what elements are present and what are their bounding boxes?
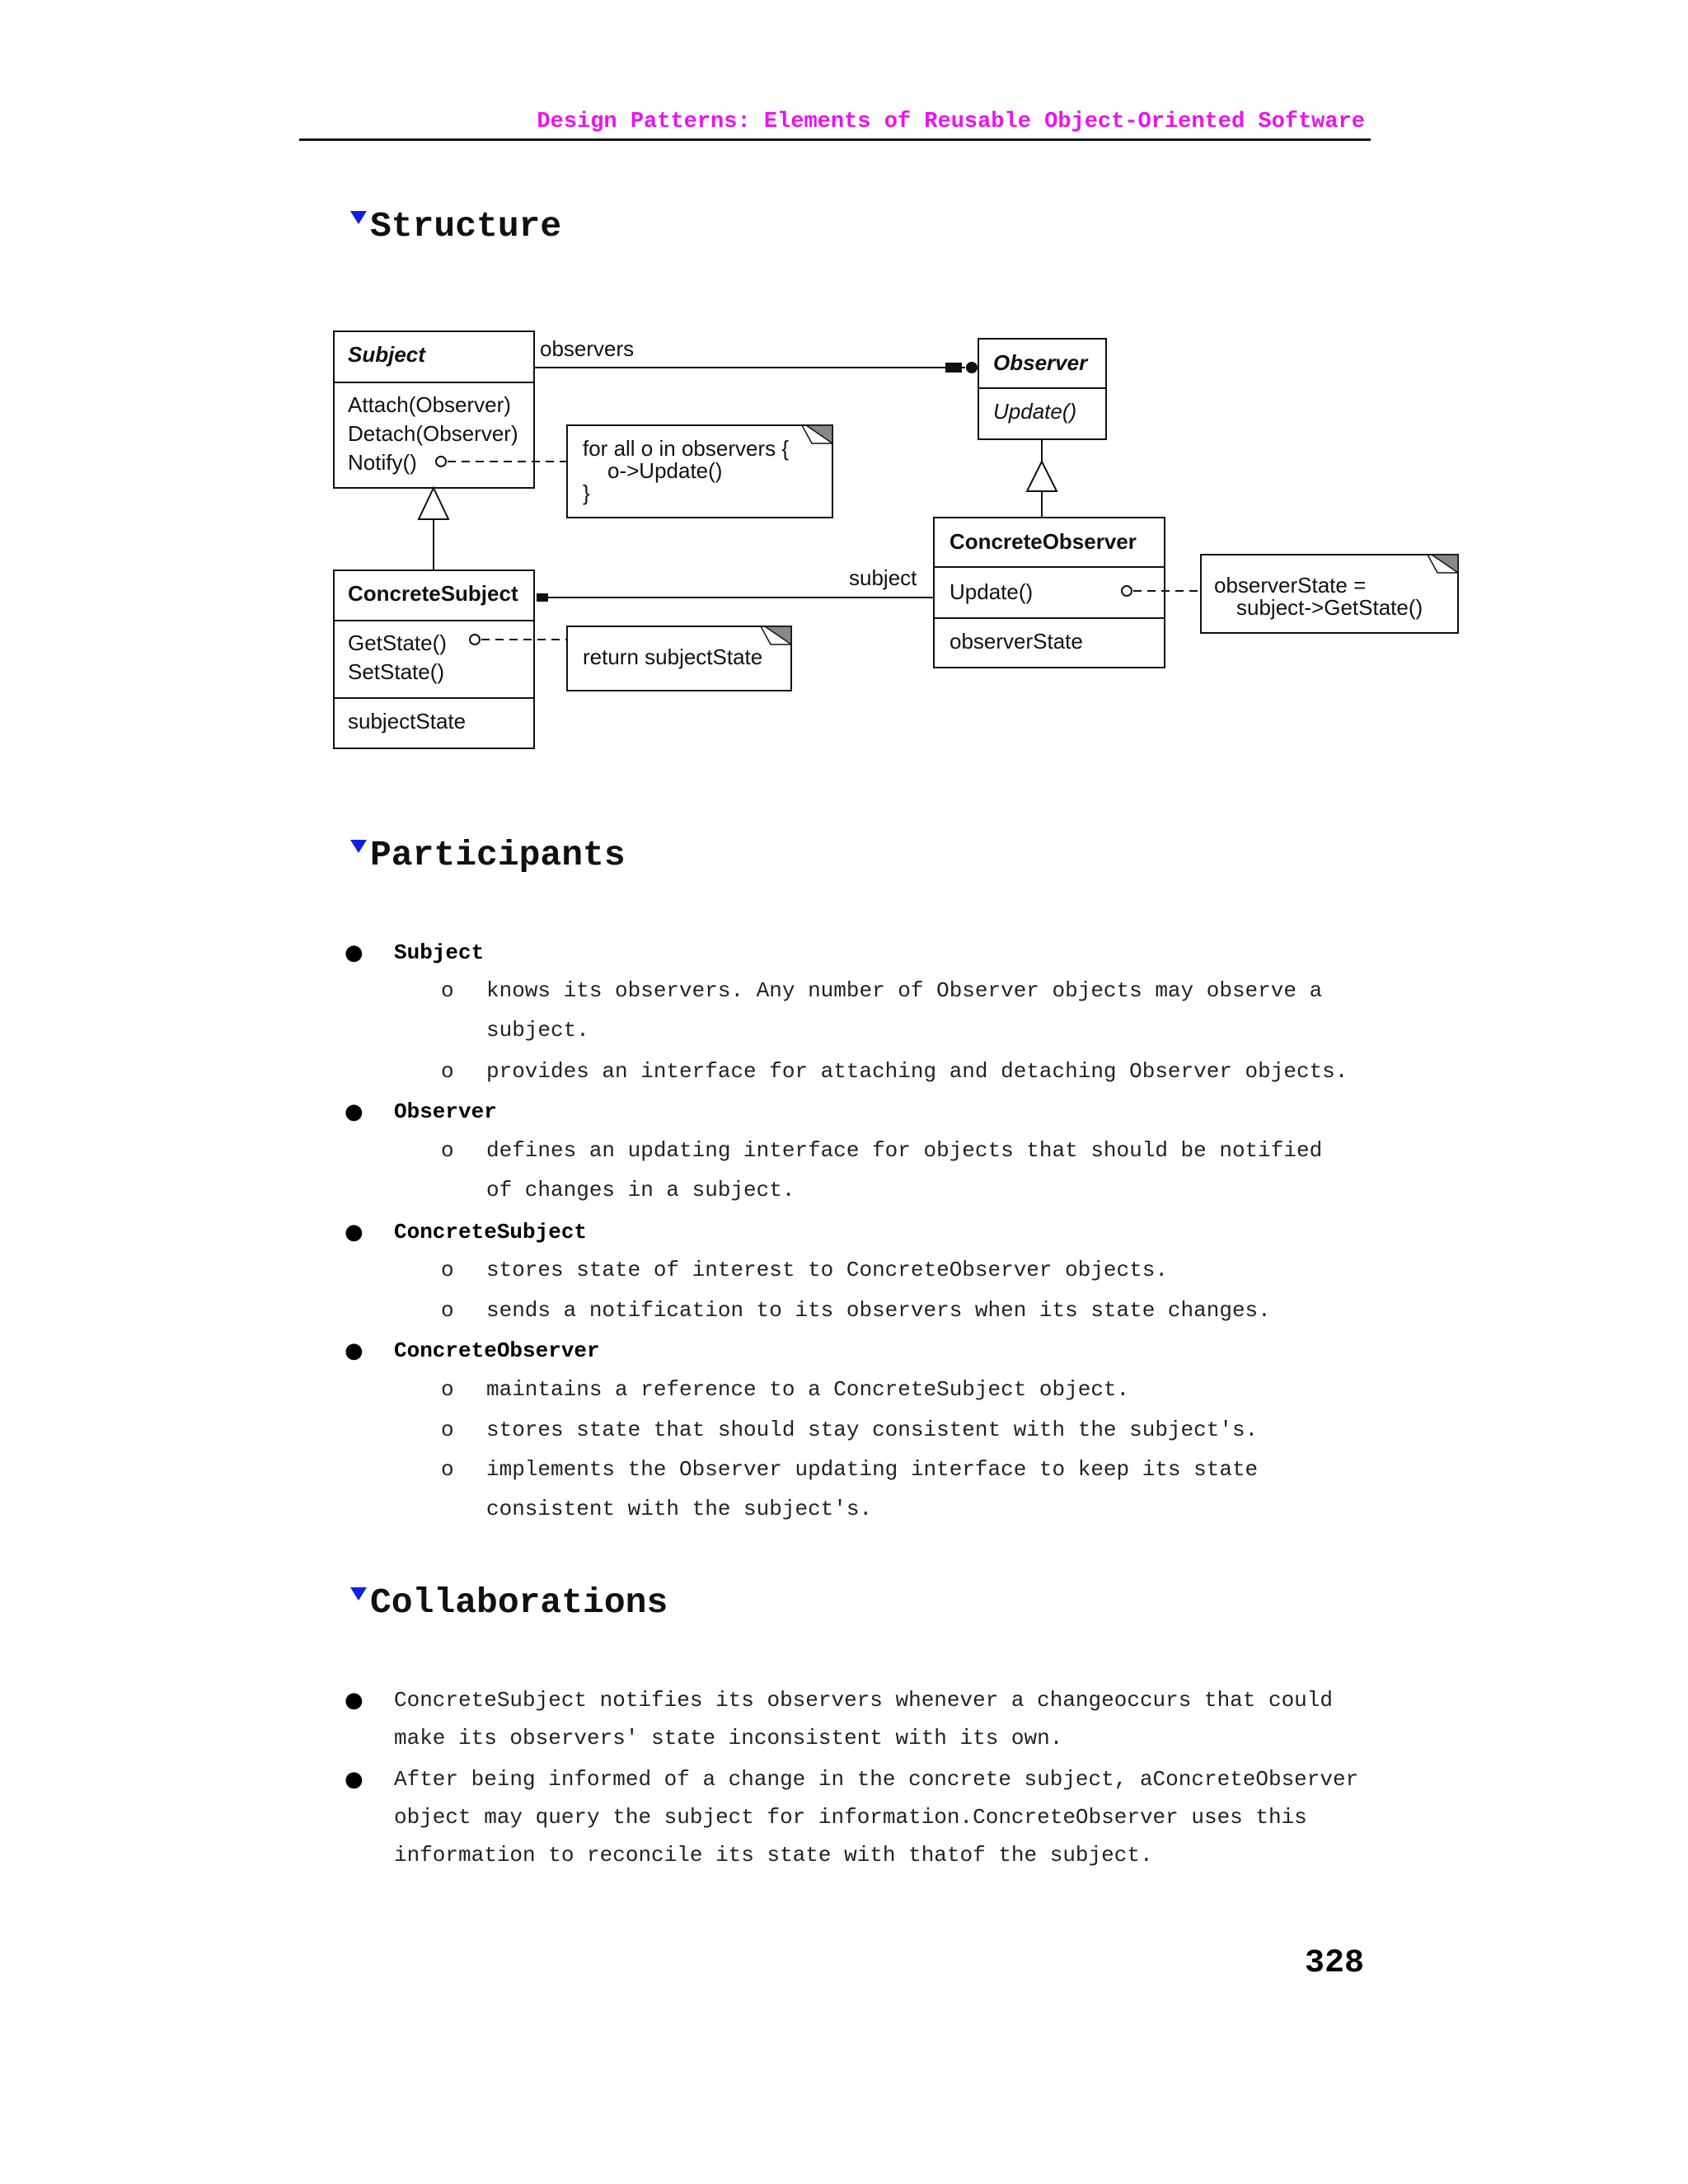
operation: GetState() [348,630,447,655]
class-name: ConcreteSubject [348,581,518,606]
note-update [1122,555,1458,633]
participant-concrete-subject [345,1212,1367,1252]
attribute: subjectState [348,709,467,733]
triangle-bullet-icon [350,840,367,853]
operation: SetState() [348,659,445,684]
class-name: ConcreteObserver [950,529,1137,554]
line: implements the Observer updating interface to keep its state [486,1457,1259,1482]
operation: Update() [950,579,1034,604]
line: stores state that should stay consistent with the subject's. [486,1418,1259,1442]
collaboration-item [345,1760,1367,1874]
list-item [441,1131,1368,1210]
list-item [441,1250,1368,1290]
line: make its observers' state inconsistent with its own. [394,1726,1063,1750]
inheritance-subject [419,488,448,570]
line: information to reconcile its state with thatof the subject. [394,1843,1153,1868]
note-line: return subjectState [583,644,763,669]
list-item [441,1450,1368,1529]
line: knows its observers. Any number of Observer objects may observe a [486,978,1323,1003]
line: stores state of interest to ConcreteObserver objects. [486,1258,1168,1282]
section-title: Participants [370,835,626,875]
collaboration-item [345,1681,1367,1757]
circle-bullet-icon: o [441,1418,454,1442]
bullet-icon: ● [345,1220,363,1244]
list-item [441,971,1368,1050]
bullet-icon: ● [345,1767,363,1792]
circle-bullet-icon: o [441,1377,454,1402]
line: After being informed of a change in the concrete subject, aConcreteObserver [394,1767,1359,1792]
line: maintains a reference to a ConcreteSubject object. [486,1377,1130,1402]
triangle-bullet-icon [350,1587,367,1601]
operation: Detach(Observer) [348,421,518,446]
structure-diagram [326,321,1471,758]
class-name: Subject [348,342,425,367]
operation: Update() [993,399,1077,424]
class-name: Observer [993,350,1088,375]
participant-subject [345,933,1367,972]
association-observers [534,336,978,373]
line: defines an updating interface for objects that should be notified [486,1138,1323,1163]
bullet-icon: ● [345,1688,363,1713]
list-item [441,1291,1368,1330]
bullet-icon: ● [345,1338,363,1363]
association-label: subject [849,565,917,590]
line: subject. [486,1018,589,1043]
note-line: subject->GetState() [1236,595,1423,620]
note-line: for all o in observers { [583,436,790,461]
bullet-icon: ● [345,940,363,965]
association-subject [537,565,934,602]
page-number: 328 [1304,1945,1364,1982]
participant-name: Subject [394,940,485,965]
note-line: } [583,480,590,505]
class-concrete-subject [334,570,534,748]
line: sends a notification to its observers when its state changes. [486,1298,1271,1323]
operation: Attach(Observer) [348,392,511,417]
bullet-icon: ● [345,1099,363,1124]
participant-name: ConcreteObserver [394,1338,600,1363]
operation: Notify() [348,450,417,475]
class-observer [978,339,1106,439]
circle-bullet-icon: o [441,1258,454,1282]
list-item [441,1410,1368,1450]
class-subject [334,331,534,488]
line: consistent with the subject's. [486,1497,873,1521]
line: provides an interface for attaching and detaching Observer objects. [486,1059,1348,1084]
section-heading-collaborations [350,1582,668,1623]
list-item [441,1370,1368,1409]
participant-name: Observer [394,1099,497,1124]
line: object may query the subject for information.ConcreteObserver uses this [394,1805,1307,1830]
participant-concrete-observer [345,1331,1367,1371]
circle-bullet-icon: o [441,1059,454,1084]
participant-observer [345,1092,1367,1132]
header-rule [299,138,1371,141]
list-item [441,1052,1368,1091]
association-label: observers [540,336,635,361]
circle-bullet-icon: o [441,978,454,1003]
section-heading-structure [350,206,561,246]
line: ConcreteSubject notifies its observers whenever a changeoccurs that could [394,1688,1333,1713]
attribute: observerState [950,629,1083,654]
inheritance-observer [1027,439,1057,518]
circle-bullet-icon: o [441,1298,454,1323]
section-title: Collaborations [370,1582,668,1623]
section-heading-participants [350,835,626,875]
section-title: Structure [370,206,562,246]
triangle-bullet-icon [350,211,367,224]
running-header: Design Patterns: Elements of Reusable Object-Oriented Software [537,110,1365,134]
circle-bullet-icon: o [441,1138,454,1163]
note-line: o->Update() [607,458,723,483]
note-line: observerState = [1214,573,1367,598]
participant-name: ConcreteSubject [394,1220,588,1244]
line: of changes in a subject. [486,1178,795,1202]
circle-bullet-icon: o [441,1457,454,1482]
